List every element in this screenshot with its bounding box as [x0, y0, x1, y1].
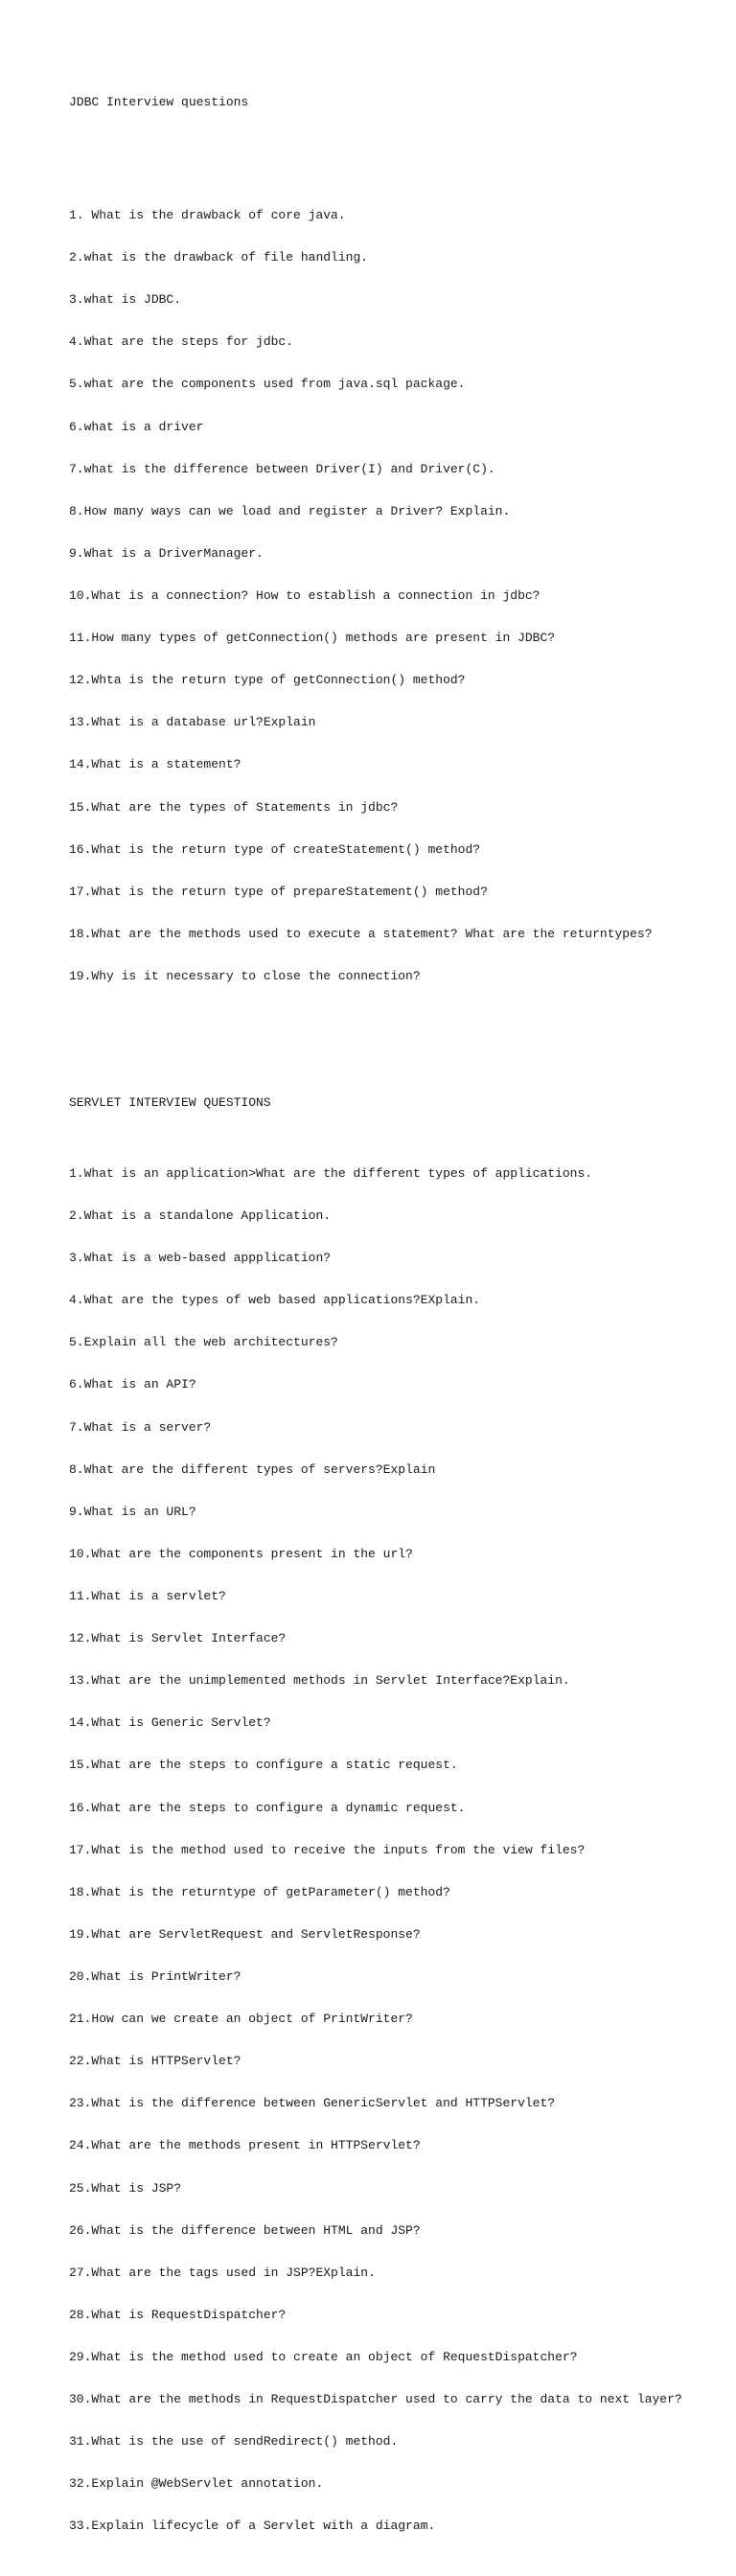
document-page [69, 68, 721, 2576]
jdbc-question: 19.Why is it necessary to close the connection? [69, 968, 421, 983]
jdbc-question: 17.What is the return type of prepareStatement() method? [69, 884, 488, 899]
servlet-question: 8.What are the different types of servers?Explain [69, 1461, 436, 1477]
jdbc-question: 9.What is a DriverManager. [69, 545, 264, 561]
jdbc-question: 18.What are the methods used to execute a statement? What are the returntypes? [69, 926, 653, 941]
spacer [69, 139, 721, 153]
servlet-question: 13.What are the unimplemented methods in Servlet Interface?Explain. [69, 1673, 570, 1689]
servlet-question: 9.What is an URL? [69, 1504, 196, 1519]
servlet-question: 29.What is the method used to create an object of RequestDispatcher? [69, 2349, 578, 2364]
jdbc-question-list [69, 181, 721, 1012]
servlet-question: 27.What are the tags used in JSP?EXplain. [69, 2265, 376, 2280]
servlet-question: 15.What are the steps to configure a static request. [69, 1758, 458, 1773]
servlet-question: 5.Explain all the web architectures? [69, 1335, 338, 1350]
jdbc-question: 8.How many ways can we load and register a Driver? Explain. [69, 503, 511, 518]
servlet-question: 2.What is a standalone Application. [69, 1208, 332, 1224]
jdbc-question: 10.What is a connection? How to establish a connection in jdbc? [69, 588, 540, 603]
jdbc-question: 11.How many types of getConnection() methods are present in JDBC? [69, 631, 556, 646]
jdbc-question: 5.what are the components used from java.sql package. [69, 377, 466, 392]
servlet-question: 21.How can we create an object of PrintWriter? [69, 2012, 413, 2027]
servlet-question: 32.Explain @WebServlet annotation. [69, 2476, 324, 2492]
jdbc-question: 12.Whta is the return type of getConnection() method? [69, 673, 466, 688]
servlet-question: 23.What is the difference between GenericServlet and HTTPServlet? [69, 2096, 556, 2111]
jdbc-question: 16.What is the return type of createStatement() method? [69, 841, 481, 857]
servlet-question: 25.What is JSP? [69, 2180, 182, 2196]
servlet-question: 20.What is PrintWriter? [69, 1969, 242, 1984]
jdbc-question: 15.What are the types of Statements in jdbc? [69, 799, 399, 815]
servlet-question: 14.What is Generic Servlet? [69, 1715, 271, 1731]
jdbc-question: 6.what is a driver [69, 419, 204, 434]
servlet-question: 17.What is the method used to receive the inputs from the view files? [69, 1842, 586, 1857]
servlet-question: 22.What is HTTPServlet? [69, 2054, 242, 2069]
spacer [69, 1041, 721, 1070]
servlet-question: 3.What is a web-based appplication? [69, 1251, 332, 1266]
servlet-question: 26.What is the difference between HTML and JSP? [69, 2222, 421, 2238]
servlet-question: 10.What are the components present in the url? [69, 1546, 413, 1561]
servlet-question: 16.What are the steps to configure a dynamic request. [69, 1800, 466, 1815]
servlet-question: 24.What are the methods present in HTTPServlet? [69, 2138, 421, 2153]
servlet-question: 11.What is a servlet? [69, 1589, 226, 1604]
servlet-question: 1.What is an application>What are the different types of applications. [69, 1165, 593, 1181]
servlet-question: 28.What is RequestDispatcher? [69, 2307, 287, 2322]
servlet-question: 33.Explain lifecycle of a Servlet with a diagram. [69, 2518, 436, 2534]
jdbc-question: 13.What is a database url?Explain [69, 715, 316, 730]
servlet-question: 6.What is an API? [69, 1377, 196, 1392]
servlet-question: 18.What is the returntype of getParameter() method? [69, 1884, 450, 1899]
jdbc-heading: JDBC Interview questions [69, 95, 249, 110]
jdbc-question: 7.what is the difference between Driver(I) and Driver(C). [69, 461, 495, 476]
jdbc-question: 4.What are the steps for jdbc. [69, 334, 294, 350]
servlet-heading: SERVLET INTERVIEW QUESTIONS [69, 1095, 271, 1111]
servlet-question: 12.What is Servlet Interface? [69, 1631, 287, 1646]
servlet-question: 4.What are the types of web based applications?EXplain. [69, 1293, 481, 1308]
servlet-question: 31.What is the use of sendRedirect() method. [69, 2434, 399, 2450]
servlet-question-list [69, 1139, 721, 2563]
jdbc-question: 14.What is a statement? [69, 757, 242, 772]
jdbc-question: 2.what is the drawback of file handling. [69, 250, 369, 265]
jdbc-question: 3.what is JDBC. [69, 292, 182, 308]
servlet-question: 19.What are ServletRequest and ServletResponse? [69, 1926, 421, 1942]
servlet-question: 30.What are the methods in RequestDispatcher used to carry the data to next layer? [69, 2392, 682, 2407]
jdbc-question: 1. What is the drawback of core java. [69, 208, 346, 223]
servlet-question: 7.What is a server? [69, 1419, 212, 1435]
